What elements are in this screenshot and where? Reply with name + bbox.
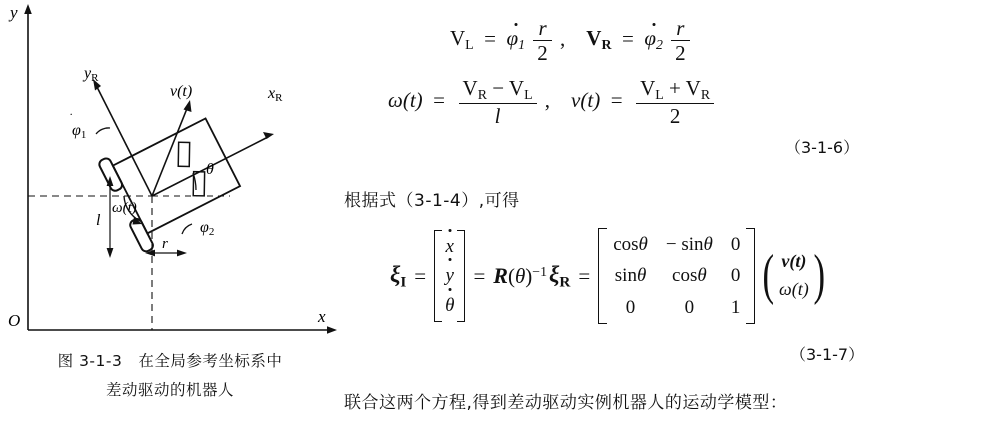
matrix-cell-1-0: sinθ [614,265,647,287]
equation-number-3-1-7: （3-1-7） [790,345,865,364]
eq2-v-fraction: $\frac{V_L + V_R}{2}$ [636,76,714,128]
label-velocity: v(t) [170,83,193,100]
matrix-cell-0-0: cosθ [613,234,648,255]
matrix-derivative-vector [434,230,465,322]
matrix-ydot: y [446,261,454,290]
length-dim-arrow-bottom [107,248,114,258]
matrix-cell-1-2: 0 [730,265,741,287]
figure-differential-drive-robot [0,0,360,429]
eq2-v-lhs: v(t) [571,87,601,112]
label-origin: O [8,311,21,330]
eq2-omega-lhs: ω(t) [388,87,423,112]
matrix-cell-0-1: − sinθ [665,234,713,255]
matrix-cell-1-1: cosθ [672,265,707,287]
eq1-phi2-dot: φ2 [644,26,663,53]
robot-slot-upper [178,142,189,166]
label-global-x: x [318,307,326,326]
right-wheel [129,217,155,253]
label-phi1: φ1 [72,122,87,141]
phi2-arc [182,224,192,234]
equation-matrix-transform: $\xi_I$ = x y θ = R ( θ )$^{-1}$ $\xi_R$ = cosθ − sinθ 0 sinθ cosθ 0 0 0 1 ( v(t) ω(t) ) [390,228,828,324]
matrix-xi-I: $\xi_I$ [390,261,407,290]
matrix-cell-2-2: 1 [730,296,741,318]
phi1-arc [96,128,110,134]
matrix-input-vector: ( v(t) ω(t) ) [762,244,825,307]
label-length-l: l [96,212,101,229]
velocity-vector [152,106,188,196]
matrix-R-theta-inverse: R [493,263,508,289]
equation-omega-and-v: ω(t) = $\frac{V_R - V_L}{l}$ , v(t) = $\frac{V_L + V_R}{2}$ [388,76,717,128]
robot-slot-lower [193,172,204,196]
equation-number-3-1-6: （3-1-6） [785,138,860,157]
eq1-r-over-2-right: $\frac{r}{2}$ [671,16,690,65]
figure-caption-line-2: 差动驱动的机器人 [105,381,234,399]
matrix-v-of-t: v(t) [781,251,807,272]
label-robot-x: xR [268,85,283,104]
matrix-xi-R: $\xi_R$ [549,261,571,290]
equation-wheel-velocities: $V_L = \varphi 1$ $\frac{r}{2}$ , $V_R = \varphi 2$ $\frac{r}{2}$ [450,16,693,65]
figure-svg [0,0,360,345]
reference-sentence: 根据式（3-1-4）,可得 [344,191,520,211]
matrix-rotation-matrix [598,228,755,324]
label-omega: ω(t) [112,200,137,216]
label-theta: θ [206,161,214,178]
label-radius-r: r [162,236,168,252]
eq1-VL: $V_L$ [450,26,474,53]
figure-caption-line-1: 图 3-1-3 在全局参考坐标系中 [57,352,283,370]
global-x-arrowhead [327,326,337,334]
velocity-arrowhead [184,100,192,112]
label-robot-y: yR [84,65,99,84]
eq1-r-over-2: $\frac{r}{2}$ [533,16,552,65]
eq1-phi1-dot: φ1 [506,26,526,53]
eq2-omega-fraction: $\frac{V_R - V_L}{l}$ [459,76,537,128]
matrix-thetadot: θ [445,291,454,320]
eq1-VR: $V_R$ [586,26,612,53]
matrix-cell-2-1: 0 [684,296,695,318]
matrix-cell-2-0: 0 [625,296,636,318]
robot-y-axis [96,85,152,196]
label-phi1-dot: ˙ [69,110,74,125]
radius-dim-arrow-right [177,250,187,257]
closing-sentence: 联合这两个方程,得到差动驱动实例机器人的运动学模型： [344,393,788,413]
matrix-xdot: x [446,232,454,261]
global-y-arrowhead [24,4,32,14]
equation-column [340,0,1005,429]
matrix-cell-0-2: 0 [730,234,741,255]
label-phi2: φ2 [200,219,215,238]
matrix-omega-of-t: ω(t) [779,279,809,300]
label-global-y: y [10,3,18,22]
